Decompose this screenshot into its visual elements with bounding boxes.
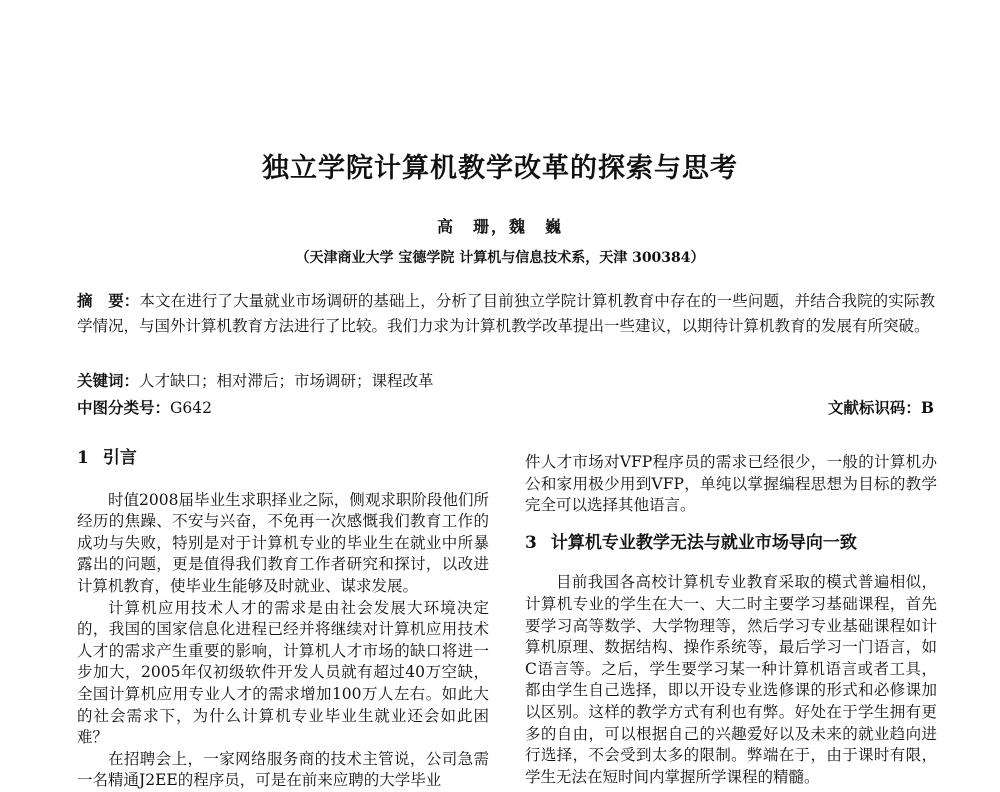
keywords: [77, 370, 434, 392]
paragraph: 计算机应用技术人才的需求是由社会发展大环境决定的，我国的国家信息化进程已经并将继续对计算机应用技术人才的需求产生重要的影响，计算机人才市场的缺口将进一步加大，2005年仅初级软件开发人员就有超过40万空缺，全国计算机应用专业人才的需求增加100万人左右。如此大的社会需求下，为什么计算机专业毕业生就业还会如此困难？: [77, 598, 489, 747]
classification-label: 中图分类号：: [77, 398, 171, 417]
section-number: 3: [525, 532, 537, 553]
paper-affiliation: （天津商业大学 宝德学院 计算机与信息技术系，天津 300384）: [295, 250, 705, 266]
keywords-label: 关键词：: [77, 371, 140, 390]
section-number: 1: [77, 448, 89, 468]
abstract-text: 本文在进行了大量就业市场调研的基础上，分析了目前独立学院计算机教育中存在的一些问题，并结合我院的实际教学情况，与国外计算机教育方法进行了比较。我们力求为计算机教学改革提出一些建议，以期待计算机教育的发展有所突破。: [77, 292, 935, 335]
classification-value: G642: [170, 399, 212, 417]
section-heading-section-3: [525, 533, 937, 555]
abstract-label: 摘 要：: [77, 291, 140, 310]
paper-authors: 高 珊，魏 巍: [436, 217, 563, 236]
document-code: [828, 397, 934, 419]
right-column: [525, 452, 937, 788]
abstract: [77, 288, 935, 339]
classification-number: [77, 397, 212, 419]
keywords-text: 人才缺口；相对滞后；市场调研；课程改革: [139, 372, 434, 390]
document-code-value: B: [920, 398, 934, 417]
left-column: [77, 448, 489, 792]
paragraph: 在招聘会上，一家网络服务商的技术主管说，公司急需一名精通J2EE的程序员，可是在前来应聘的大学毕业: [77, 749, 489, 790]
section-title: 引言: [102, 448, 137, 468]
section-title: 计算机专业教学无法与就业市场导向一致: [550, 532, 857, 553]
paragraph: 时值2008届毕业生求职择业之际，侧观求职阶段他们所经历的焦躁、不安与兴奋，不免再一次感慨我们教育工作的成功与失败，特别是对于计算机专业的毕业生在就业中所暴露出的问题，更是值得我们教育工作者研究和探讨，以改进计算机教育，使毕业生能够及时就业、谋求发展。: [77, 490, 489, 595]
paper-title: 独立学院计算机教学改革的探索与思考: [262, 153, 738, 184]
section-heading-introduction: [77, 448, 489, 470]
paragraph-continued: 件人才市场对VFP程序员的需求已经很少，一般的计算机办公和家用极少用到VFP，单纯以掌握编程思想为目标的教学完全可以选择其他语言。: [525, 453, 937, 515]
paragraph: 目前我国各高校计算机专业教育采取的模式普遍相似，计算机专业的学生在大一、大二时主要学习基础课程，首先要学习高等数学、大学物理等，然后学习专业基础课程如计算机原理、数据结构、操作系统等，最后学习一门语言，如C语言等。之后，学生要学习某一种计算机语言或者工具，都由学生自己选择，即以开设专业选修课的形式和必修课加以区别。这样的教学方式有利也有弊。好处在于学生拥有更多的自由，可以根据自己的兴趣爱好以及未来的就业趋向进行选择，不会受到太多的限制。弊端在于，由于课时有限，学生无法在短时间内掌握所学课程的精髓。: [525, 573, 937, 786]
document-code-label: 文献标识码：: [827, 398, 921, 417]
